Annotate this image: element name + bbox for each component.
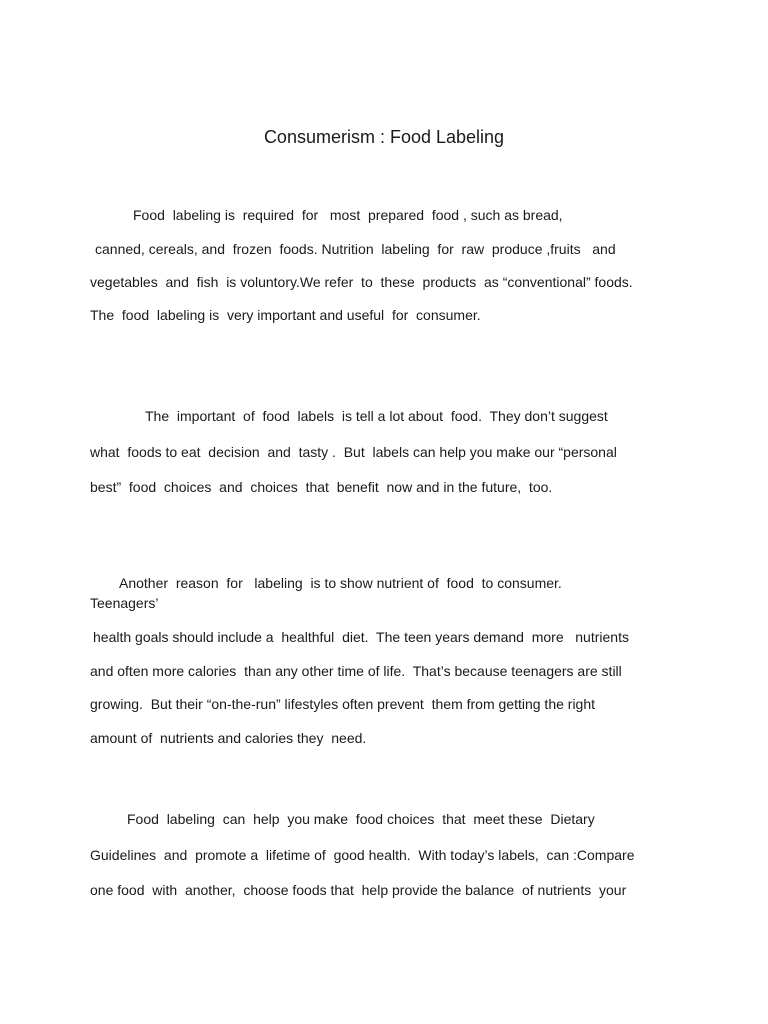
paragraph-3-line-6: amount of nutrients and calories they need. [90,730,367,746]
paragraph-3-line-2: Teenagers’ [90,595,159,611]
paragraph-4-line-1: Food labeling can help you make food choices that meet these Dietary [127,811,595,827]
paragraph-2-line-2: what foods to eat decision and tasty . But labels can help you make our “personal [90,444,617,460]
paragraph-1-line-4: The food labeling is very important and useful for consumer. [90,307,481,323]
paragraph-4-line-2: Guidelines and promote a lifetime of good health. With today’s labels, can :Compare [90,847,635,863]
paragraph-3-line-5: growing. But their “on-the-run” lifestyles often prevent them from getting the right [90,696,596,712]
paragraph-2-line-3: best” food choices and choices that benefit now and in the future, too. [90,479,553,495]
paragraph-1-line-3: vegetables and fish is voluntory.We refer to these products as “conventional” foods. [90,274,633,290]
paragraph-4-line-3: one food with another, choose foods that help provide the balance of nutrients your [90,882,627,898]
document-title: Consumerism : Food Labeling [263,127,505,147]
paragraph-3-line-3: health goals should include a healthful diet. The teen years demand more nutrients [93,629,629,645]
paragraph-1-line-1: Food labeling is required for most prepared food , such as bread, [133,207,563,223]
paragraph-1-line-2: canned, cereals, and frozen foods. Nutrition labeling for raw produce ,fruits and [95,241,616,257]
paragraph-2-line-1: The important of food labels is tell a lot about food. They don’t suggest [145,408,608,424]
paragraph-3-line-4: and often more calories than any other time of life. That’s because teenagers are still [90,663,622,679]
paragraph-3-line-1: Another reason for labeling is to show nutrient of food to consumer. [119,575,562,591]
